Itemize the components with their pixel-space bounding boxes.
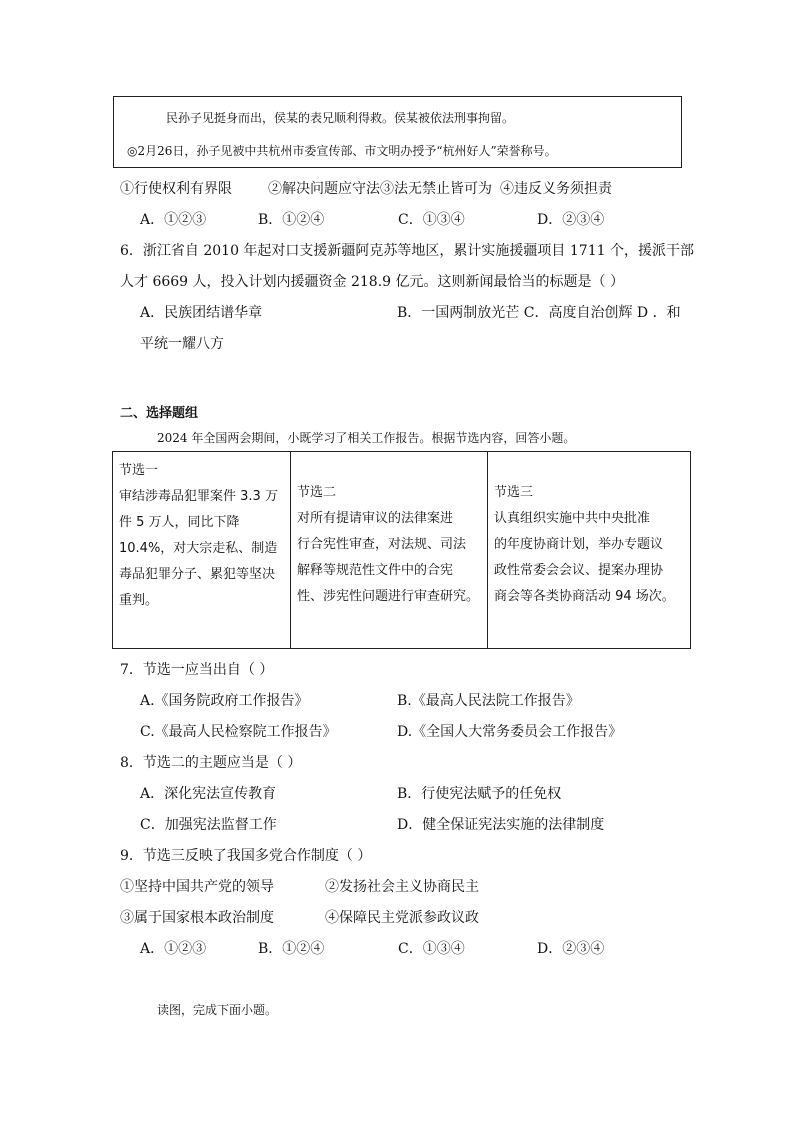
excerpt-1-line: 审结涉毒品犯罪案件 3.3 万 bbox=[119, 489, 278, 504]
q5-statement-2: ②解决问题应守法③法无禁止皆可为 bbox=[268, 181, 492, 197]
q8-option-a[interactable]: A．深化宪法宣传教育 bbox=[140, 786, 277, 802]
q9-statement-4: ④保障民主党派参政议政 bbox=[325, 910, 479, 926]
excerpt-3-cell bbox=[488, 452, 691, 649]
q9-option-c[interactable]: C．①③④ bbox=[398, 941, 465, 957]
excerpt-3-title: 节选三 bbox=[494, 485, 534, 500]
excerpt-2-line: 行合宪性审查，对法规、司法 bbox=[297, 537, 467, 552]
q8-option-c[interactable]: C．加强宪法监督工作 bbox=[140, 817, 277, 833]
excerpt-1-line: 毒品犯罪分子、累犯等坚决 bbox=[119, 567, 276, 582]
q8-stem: 8．节选二的主题应当是（ ） bbox=[120, 755, 302, 771]
q9-option-d[interactable]: D．②③④ bbox=[537, 941, 605, 957]
q7-option-d[interactable]: D.《全国人大常务委员会工作报告》 bbox=[397, 724, 623, 740]
excerpt-2-cell bbox=[291, 452, 488, 649]
excerpt-3-line: 认真组织实施中共中央批准 bbox=[494, 511, 651, 526]
excerpt-1-title: 节选一 bbox=[119, 463, 159, 478]
q5-option-d[interactable]: D．②③④ bbox=[537, 212, 605, 228]
excerpt-1-line: 重判。 bbox=[119, 593, 159, 608]
q9-option-a[interactable]: A．①②③ bbox=[140, 941, 207, 957]
q9-statement-1: ①坚持中国共产党的领导 bbox=[120, 879, 274, 895]
map-instruction: 读图，完成下面小题。 bbox=[157, 1003, 278, 1017]
q9-statement-3: ③属于国家根本政治制度 bbox=[120, 910, 274, 926]
excerpt-3-line: 政性常委会会议、提案办理协 bbox=[494, 563, 664, 578]
q8-option-d[interactable]: D．健全保证宪法实施的法律制度 bbox=[397, 817, 605, 833]
q6-option-a[interactable]: A．民族团结谱华章 bbox=[140, 305, 263, 321]
q5-option-c[interactable]: C．①③④ bbox=[398, 212, 465, 228]
q7-option-b[interactable]: B.《最高人民法院工作报告》 bbox=[397, 693, 580, 709]
q9-statement-2: ②发扬社会主义协商民主 bbox=[325, 879, 479, 895]
q6-option-bcd[interactable]: B．一国两制放光芒 C．高度自治创辉 D ．和 bbox=[397, 305, 681, 321]
q7-option-c[interactable]: C.《最高人民检察院工作报告》 bbox=[140, 724, 337, 740]
q6-stem-line-2: 人才 6669 人，投入计划内援疆资金 218.9 亿元。这则新闻最恰当的标题是（ ） bbox=[120, 274, 624, 290]
section-heading: 二、选择题组 bbox=[120, 406, 199, 421]
excerpts-table bbox=[112, 451, 691, 649]
q7-option-a[interactable]: A.《国务院政府工作报告》 bbox=[140, 693, 309, 709]
excerpt-2-line: 性、涉宪性问题进行审查研究。 bbox=[297, 589, 480, 604]
q9-option-b[interactable]: B．①②④ bbox=[258, 941, 325, 957]
q8-option-b[interactable]: B．行使宪法赋予的任免权 bbox=[397, 786, 562, 802]
q5-option-b[interactable]: B．①②④ bbox=[258, 212, 325, 228]
passage-box bbox=[113, 96, 682, 168]
q6-stem-line-1: 6．浙江省自 2010 年起对口支援新疆阿克苏等地区，累计实施援疆项目 1711 个，援派干部 bbox=[120, 243, 694, 259]
excerpt-2-title: 节选二 bbox=[297, 485, 337, 500]
passage-line-2: ◎2月26日，孙子见被中共杭州市委宣传部、市文明办授予“杭州好人”荣誉称号。 bbox=[127, 144, 557, 158]
passage-line-1: 民孙子见挺身而出，侯某的表兄顺利得救。侯某被依法刑事拘留。 bbox=[166, 111, 515, 125]
excerpt-1-line: 10.4%，对大宗走私、制造 bbox=[119, 541, 278, 556]
excerpt-1-line: 件 5 万人，同比下降 bbox=[119, 515, 240, 530]
excerpt-2-line: 解释等规范性文件中的合宪 bbox=[297, 563, 454, 578]
q5-option-a[interactable]: A．①②③ bbox=[140, 212, 207, 228]
excerpt-1-cell bbox=[113, 452, 291, 649]
q5-statement-1: ①行使权利有界限 bbox=[120, 181, 232, 197]
excerpt-3-line: 商会等各类协商活动 94 场次。 bbox=[494, 589, 675, 604]
q9-stem: 9．节选三反映了我国多党合作制度（ ） bbox=[120, 848, 372, 864]
q5-statement-3: ④违反义务须担责 bbox=[500, 181, 612, 197]
section-intro: 2024 年全国两会期间，小既学习了相关工作报告。根据节选内容，回答小题。 bbox=[157, 431, 576, 445]
excerpt-2-line: 对所有提请审议的法律案进 bbox=[297, 511, 454, 526]
excerpt-3-line: 的年度协商计划，举办专题议 bbox=[494, 537, 664, 552]
q7-stem: 7．节选一应当出自（ ） bbox=[120, 662, 274, 678]
q6-option-d-cont[interactable]: 平统一耀八方 bbox=[140, 336, 224, 352]
